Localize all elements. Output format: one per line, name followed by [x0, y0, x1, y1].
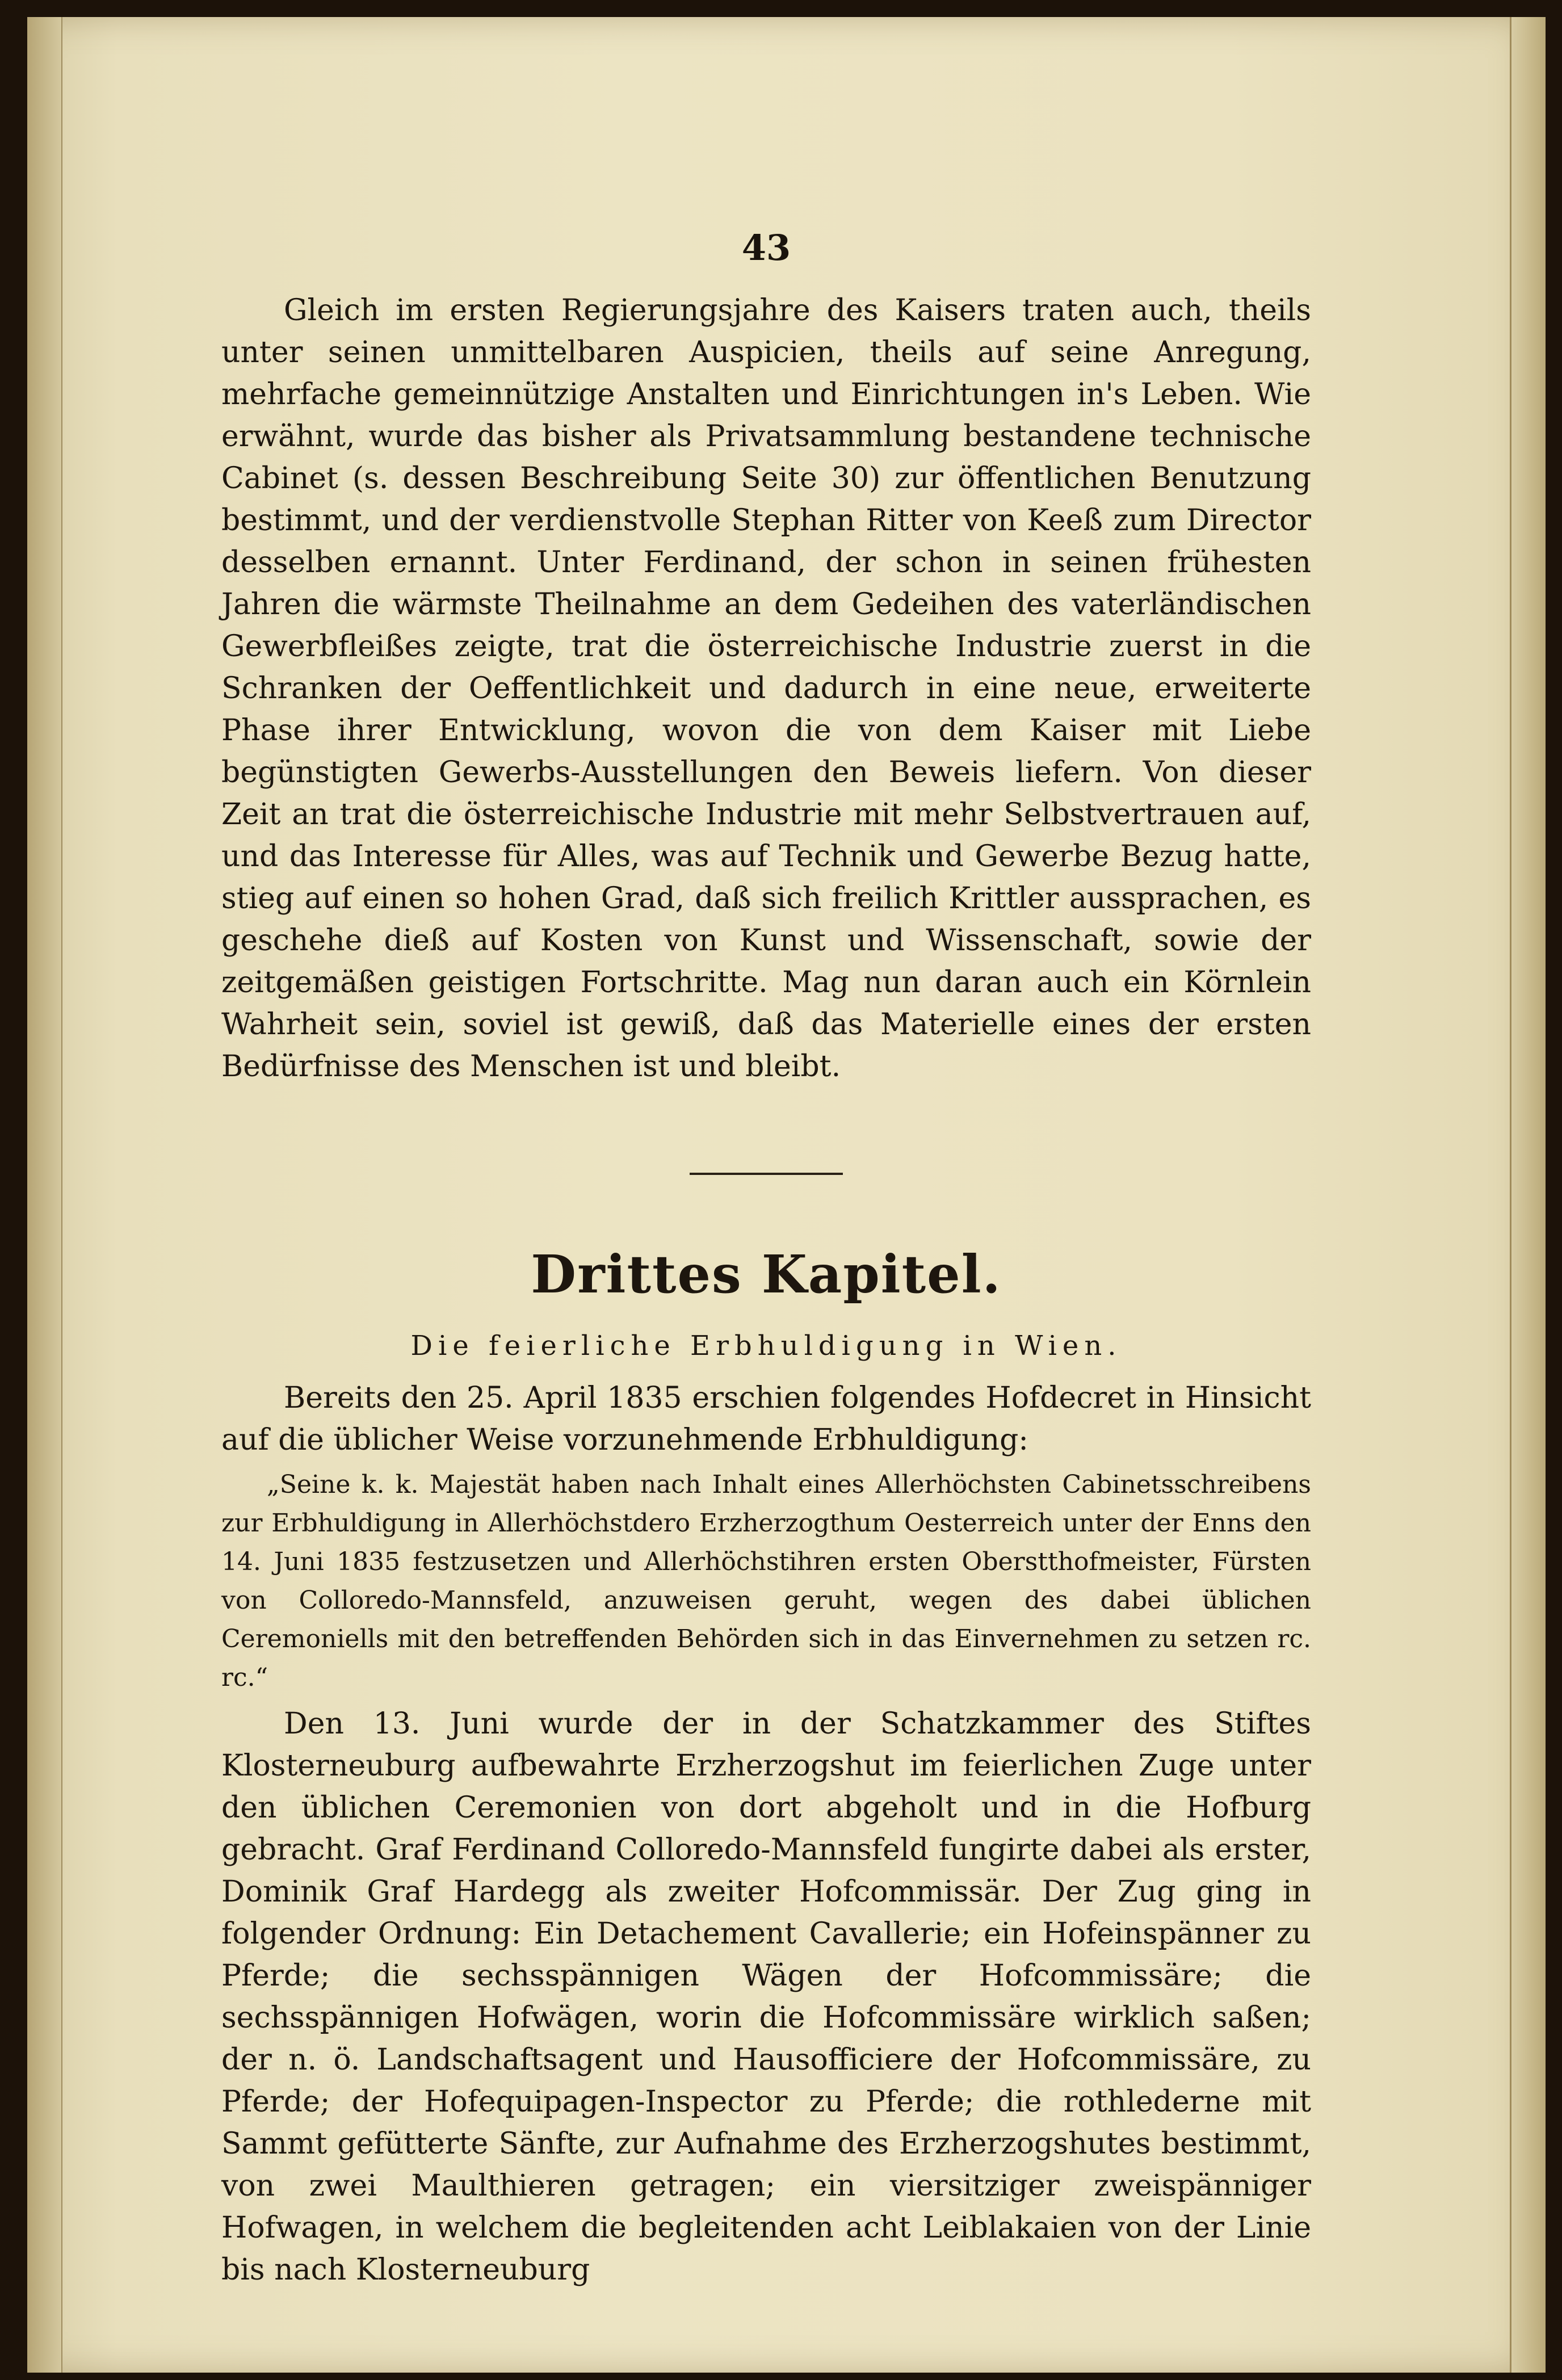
section-divider	[690, 1173, 843, 1175]
binding-gutter	[27, 17, 62, 2373]
page-number: 43	[741, 227, 791, 268]
decree-quote: „Seine k. k. Majestät haben nach Inhalt eines Allerhöchsten Cabinetsschreibens zur Erbhuldigung in Allerhöchstdero Erzherzogthum Oesterreich unter der Enns den 14. Juni 1835 festzusetzen und Allerhöchstihren ersten Oberstthofmeister, Fürsten von Colloredo-Mannsfeld, anzuweisen geruht, wegen des dabei üblichen Ceremoniells mit den betreffenden Behörden sich in das Einvernehmen zu setzen rc. rc.“	[221, 1470, 1311, 1692]
text-column	[221, 289, 1311, 2291]
chapter-subtitle: Die feierliche Erbhuldigung in Wien.	[410, 1330, 1122, 1362]
paragraph-1: Gleich im ersten Regierungsjahre des Kaisers traten auch, theils unter seinen unmittelbaren Auspicien, theils auf seine Anregung, mehrfache gemeinnützige Anstalten und Einrichtungen in's Leben. Wie erwähnt, wurde das bisher als Privatsammlung bestandene technische Cabinet (s. dessen Beschreibung Seite 30) zur öffentlichen Benutzung bestimmt, und der verdienstvolle Stephan Ritter von Keeß zum Director desselben ernannt. Unter Ferdinand, der schon in seinen frühesten Jahren die wärmste Theilnahme an dem Gedeihen des vaterländischen Gewerbfleißes zeigte, trat die österreichische Industrie zuerst in die Schranken der Oeffentlichkeit und dadurch in eine neue, erweiterte Phase ihrer Entwicklung, wovon die von dem Kaiser mit Liebe begünstigten Gewerbs-Ausstellungen den Beweis liefern. Von dieser Zeit an trat die österreichische Industrie mit mehr Selbstvertrauen auf, und das Interesse für Alles, was auf Technik und Gewerbe Bezug hatte, stieg auf einen so hohen Grad, daß sich freilich Krittler aussprachen, es geschehe dieß auf Kosten von Kunst und Wissenschaft, sowie der zeitgemäßen geistigen Fortschritte. Mag nun daran auch ein Körnlein Wahrheit sein, soviel ist gewiß, daß das Materielle eines der ersten Bedürfnisse des Menschen ist und bleibt.	[221, 293, 1311, 1084]
chapter-title: Drittes Kapitel.	[531, 1244, 1002, 1305]
page-edge	[1510, 17, 1546, 2373]
paragraph-2: Bereits den 25. April 1835 erschien folgendes Hofdecret in Hinsicht auf die üblicher Weise vorzunehmende Erbhuldigung:	[221, 1381, 1311, 1457]
paragraph-3: Den 13. Juni wurde der in der Schatzkammer des Stiftes Klosterneuburg aufbewahrte Erzherzogshut im feierlichen Zuge unter den üblichen Ceremonien von dort abgeholt und in die Hofburg gebracht. Graf Ferdinand Colloredo-Mannsfeld fungirte dabei als erster, Dominik Graf Hardegg als zweiter Hofcommissär. Der Zug ging in folgender Ordnung: Ein Detachement Cavallerie; ein Hofeinspänner zu Pferde; die sechsspännigen Wägen der Hofcommissäre; die sechsspännigen Hofwägen, worin die Hofcommissäre wirklich saßen; der n. ö. Landschaftsagent und Hausofficiere der Hofcommissäre, zu Pferde; der Hofequipagen-Inspector zu Pferde; die rothlederne mit Sammt gefütterte Sänfte, zur Aufnahme des Erzherzogshutes bestimmt, von zwei Maulthieren getragen; ein viersitziger zweispänniger Hofwagen, in welchem die begleitenden acht Leiblakaien von der Linie bis nach Klosterneuburg	[221, 1707, 1311, 2287]
